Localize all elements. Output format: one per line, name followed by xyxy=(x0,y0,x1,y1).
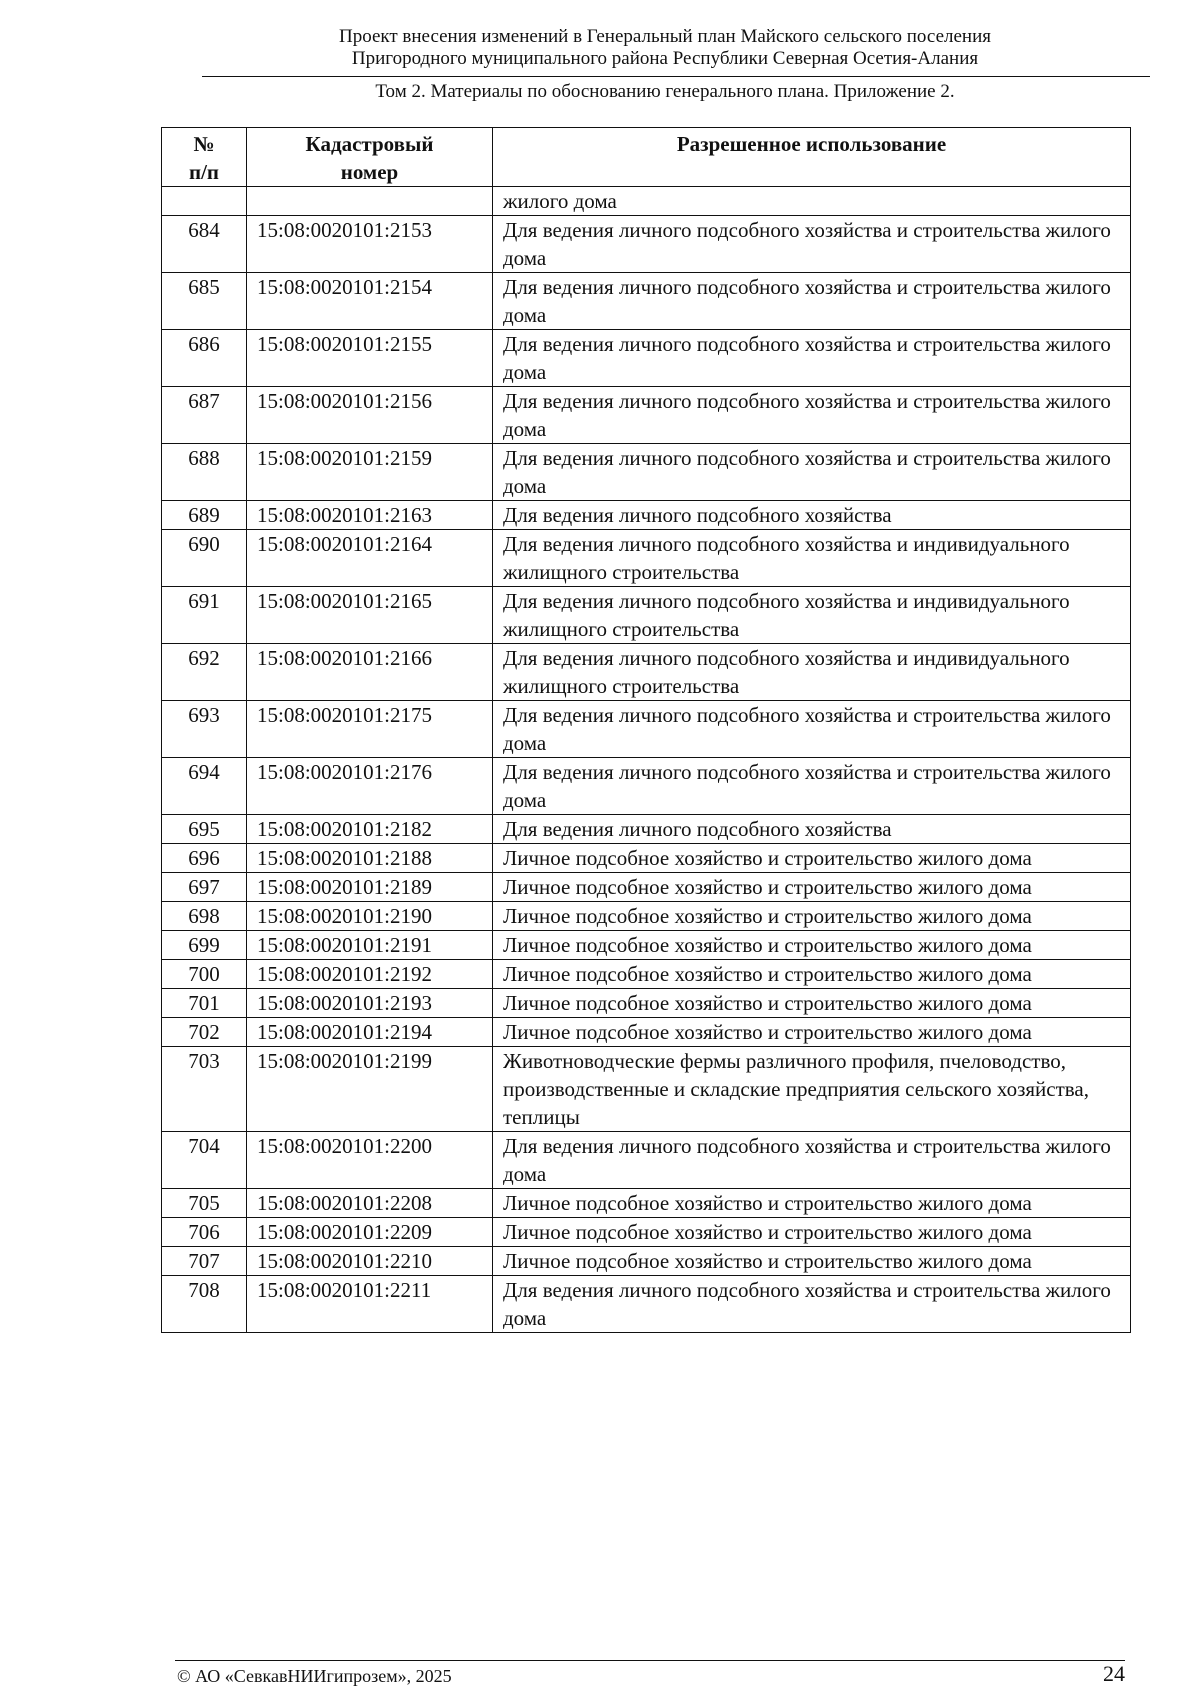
table-cell-permitted-use: Личное подсобное хозяйство и строительство жилого дома xyxy=(493,902,1131,931)
column-header-number xyxy=(162,128,247,187)
table-cell-cadastral: 15:08:0020101:2182 xyxy=(247,815,493,844)
table-cell-number: 707 xyxy=(162,1247,247,1276)
header-title-line-2: Пригородного муниципального района Республики Северная Осетия-Алания xyxy=(351,48,979,69)
table-row xyxy=(162,1132,1131,1189)
table-cell-number: 692 xyxy=(162,644,247,701)
table-cell-permitted-use: Животноводческие фермы различного профиля, пчеловодство, производственные и складские предприятия сельского хозяйства, теплицы xyxy=(493,1047,1131,1132)
table-row xyxy=(162,330,1131,387)
table-cell-number xyxy=(162,187,247,216)
table-cell-number: 704 xyxy=(162,1132,247,1189)
table-cell-permitted-use: Для ведения личного подсобного хозяйства и строительства жилого дома xyxy=(493,701,1131,758)
footer-copyright: © АО «СевкавНИИгипрозем», 2025 xyxy=(177,1666,452,1686)
table-cell-cadastral: 15:08:0020101:2156 xyxy=(247,387,493,444)
table-cell-cadastral: 15:08:0020101:2189 xyxy=(247,873,493,902)
table-row xyxy=(162,902,1131,931)
table-cell-permitted-use: Для ведения личного подсобного хозяйства и строительства жилого дома xyxy=(493,1276,1131,1333)
table-cell-permitted-use: Личное подсобное хозяйство и строительство жилого дома xyxy=(493,844,1131,873)
table-cell-number: 693 xyxy=(162,701,247,758)
table-row xyxy=(162,273,1131,330)
header-title-line-1: Проект внесения изменений в Генеральный план Майского сельского поселения xyxy=(338,26,991,47)
table-cell-cadastral: 15:08:0020101:2159 xyxy=(247,444,493,501)
table-cell-number: 705 xyxy=(162,1189,247,1218)
table-row xyxy=(162,701,1131,758)
column-header-number-line-2: п/п xyxy=(188,160,220,184)
table-cell-permitted-use: Для ведения личного подсобного хозяйства и индивидуального жилищного строительства xyxy=(493,530,1131,587)
table-row xyxy=(162,844,1131,873)
table-cell-cadastral: 15:08:0020101:2191 xyxy=(247,931,493,960)
table-cell-number: 688 xyxy=(162,444,247,501)
table-row-continuation xyxy=(162,187,1131,216)
table-cell-permitted-use: Для ведения личного подсобного хозяйства и строительства жилого дома xyxy=(493,444,1131,501)
table-cell-cadastral: 15:08:0020101:2166 xyxy=(247,644,493,701)
table-cell-number: 698 xyxy=(162,902,247,931)
table-cell-permitted-use: Для ведения личного подсобного хозяйства и строительства жилого дома xyxy=(493,1132,1131,1189)
table-cell-cadastral: 15:08:0020101:2211 xyxy=(247,1276,493,1333)
table-cell-permitted-use: Личное подсобное хозяйство и строительство жилого дома xyxy=(493,873,1131,902)
table-row xyxy=(162,444,1131,501)
table-cell-cadastral: 15:08:0020101:2193 xyxy=(247,989,493,1018)
header-subtitle: Том 2. Материалы по обоснованию генерального плана. Приложение 2. xyxy=(375,81,955,102)
table-cell-number: 687 xyxy=(162,387,247,444)
table-row xyxy=(162,387,1131,444)
table-cell-number: 699 xyxy=(162,931,247,960)
table-row xyxy=(162,931,1131,960)
table-cell-number: 685 xyxy=(162,273,247,330)
table-cell-permitted-use: Для ведения личного подсобного хозяйства и строительства жилого дома xyxy=(493,758,1131,815)
table-row xyxy=(162,501,1131,530)
table-cell-number: 691 xyxy=(162,587,247,644)
table-row xyxy=(162,960,1131,989)
table-cell-cadastral: 15:08:0020101:2175 xyxy=(247,701,493,758)
table-cell-cadastral: 15:08:0020101:2164 xyxy=(247,530,493,587)
table-cell-permitted-use: Для ведения личного подсобного хозяйства и строительства жилого дома xyxy=(493,216,1131,273)
column-header-cadastral-line-1: Кадастровый xyxy=(305,132,434,156)
table-cell-cadastral: 15:08:0020101:2163 xyxy=(247,501,493,530)
land-plots-table xyxy=(161,127,1131,1333)
table-row xyxy=(162,1018,1131,1047)
table-cell-permitted-use: Личное подсобное хозяйство и строительство жилого дома xyxy=(493,989,1131,1018)
table-cell-number: 708 xyxy=(162,1276,247,1333)
table-row xyxy=(162,1047,1131,1132)
table-cell-cadastral xyxy=(247,187,493,216)
header-divider xyxy=(202,76,1150,77)
table-row xyxy=(162,1189,1131,1218)
table-header-row xyxy=(162,128,1131,187)
table-row xyxy=(162,1247,1131,1276)
column-header-permitted-use-label: Разрешенное использование xyxy=(676,132,947,156)
table-cell-number: 703 xyxy=(162,1047,247,1132)
table-cell-permitted-use: Личное подсобное хозяйство и строительство жилого дома xyxy=(493,1247,1131,1276)
table-cell-cadastral: 15:08:0020101:2194 xyxy=(247,1018,493,1047)
table-cell-number: 695 xyxy=(162,815,247,844)
page-number: 24 xyxy=(1103,1661,1125,1686)
table-cell-permitted-use: Для ведения личного подсобного хозяйства xyxy=(493,815,1131,844)
table-cell-cadastral: 15:08:0020101:2188 xyxy=(247,844,493,873)
footer-divider xyxy=(175,1660,1125,1661)
table-row xyxy=(162,815,1131,844)
table-cell-permitted-use: Личное подсобное хозяйство и строительство жилого дома xyxy=(493,931,1131,960)
table-cell-number: 694 xyxy=(162,758,247,815)
table-cell-cadastral: 15:08:0020101:2165 xyxy=(247,587,493,644)
table-cell-cadastral: 15:08:0020101:2154 xyxy=(247,273,493,330)
table-row xyxy=(162,758,1131,815)
table-cell-permitted-use: Для ведения личного подсобного хозяйства и строительства жилого дома xyxy=(493,387,1131,444)
table-cell-cadastral: 15:08:0020101:2190 xyxy=(247,902,493,931)
table-cell-number: 706 xyxy=(162,1218,247,1247)
table-cell-permitted-use: Для ведения личного подсобного хозяйства xyxy=(493,501,1131,530)
table-cell-number: 697 xyxy=(162,873,247,902)
table-cell-number: 700 xyxy=(162,960,247,989)
table-cell-permitted-use: Личное подсобное хозяйство и строительство жилого дома xyxy=(493,1218,1131,1247)
table-row xyxy=(162,644,1131,701)
document-header xyxy=(160,26,1170,70)
table-cell-cadastral: 15:08:0020101:2209 xyxy=(247,1218,493,1247)
table-row xyxy=(162,216,1131,273)
table-cell-cadastral: 15:08:0020101:2200 xyxy=(247,1132,493,1189)
table-cell-permitted-use: Личное подсобное хозяйство и строительство жилого дома xyxy=(493,960,1131,989)
table-row xyxy=(162,873,1131,902)
table-cell-permitted-use: жилого дома xyxy=(493,187,1131,216)
table-cell-number: 686 xyxy=(162,330,247,387)
table-cell-permitted-use: Для ведения личного подсобного хозяйства и индивидуального жилищного строительства xyxy=(493,587,1131,644)
table-cell-number: 701 xyxy=(162,989,247,1018)
table-cell-permitted-use: Личное подсобное хозяйство и строительство жилого дома xyxy=(493,1189,1131,1218)
table-cell-number: 696 xyxy=(162,844,247,873)
table-cell-cadastral: 15:08:0020101:2199 xyxy=(247,1047,493,1132)
table-cell-cadastral: 15:08:0020101:2208 xyxy=(247,1189,493,1218)
column-header-cadastral-line-2: номер xyxy=(340,160,399,184)
table-row xyxy=(162,587,1131,644)
column-header-permitted-use xyxy=(493,128,1131,187)
table-cell-permitted-use: Для ведения личного подсобного хозяйства и строительства жилого дома xyxy=(493,330,1131,387)
column-header-number-line-1: № xyxy=(193,132,215,156)
table-cell-permitted-use: Для ведения личного подсобного хозяйства и строительства жилого дома xyxy=(493,273,1131,330)
table-cell-cadastral: 15:08:0020101:2153 xyxy=(247,216,493,273)
table-row xyxy=(162,1218,1131,1247)
table-cell-cadastral: 15:08:0020101:2155 xyxy=(247,330,493,387)
table-cell-permitted-use: Личное подсобное хозяйство и строительство жилого дома xyxy=(493,1018,1131,1047)
column-header-cadastral xyxy=(247,128,493,187)
table-cell-permitted-use: Для ведения личного подсобного хозяйства и индивидуального жилищного строительства xyxy=(493,644,1131,701)
table-row xyxy=(162,1276,1131,1333)
table-row xyxy=(162,989,1131,1018)
table-row xyxy=(162,530,1131,587)
table-cell-number: 684 xyxy=(162,216,247,273)
table-cell-cadastral: 15:08:0020101:2210 xyxy=(247,1247,493,1276)
table-cell-number: 689 xyxy=(162,501,247,530)
table-cell-number: 690 xyxy=(162,530,247,587)
table-cell-cadastral: 15:08:0020101:2192 xyxy=(247,960,493,989)
table-cell-cadastral: 15:08:0020101:2176 xyxy=(247,758,493,815)
table-cell-number: 702 xyxy=(162,1018,247,1047)
